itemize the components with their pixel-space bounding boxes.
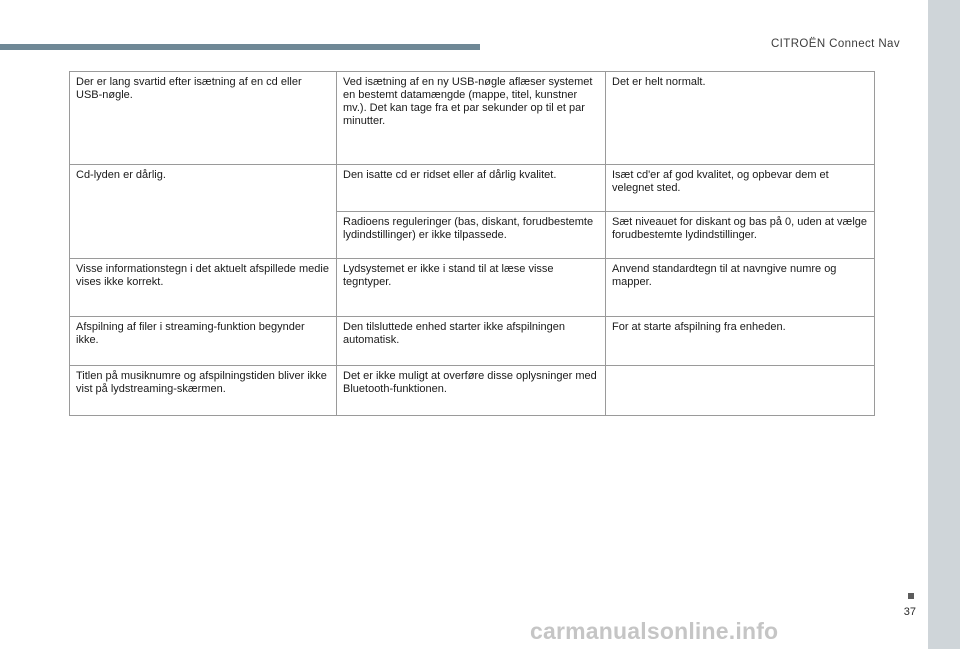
table-row (70, 366, 875, 416)
cause-cell: Den isatte cd er ridset eller af dårlig kvalitet. (337, 165, 606, 212)
side-strip (928, 0, 960, 649)
problem-cell: Cd-lyden er dårlig. (70, 165, 337, 259)
solution-cell: For at starte afspilning fra enheden. (606, 317, 875, 366)
solution-cell (606, 366, 875, 416)
page-number: 37 (903, 606, 916, 618)
page-header-title: CITROËN Connect Nav (770, 38, 900, 50)
cause-cell: Lydsystemet er ikke i stand til at læse visse tegntyper. (337, 259, 606, 317)
table-row (70, 317, 875, 366)
cause-cell: Den tilsluttede enhed starter ikke afspilningen automatisk. (337, 317, 606, 366)
solution-cell: Det er helt normalt. (606, 72, 875, 165)
solution-cell: Sæt niveauet for diskant og bas på 0, uden at vælge forudbestemte lydindstillinger. (606, 212, 875, 259)
watermark-text: carmanualsonline.info (530, 618, 779, 644)
cause-cell: Ved isætning af en ny USB-nøgle aflæser systemet en bestemt datamængde (mappe, titel, kunstner mv.). Det kan tage fra et par sekunder op til et par minutter. (337, 72, 606, 165)
header-rule (0, 44, 480, 50)
table-row (70, 259, 875, 317)
solution-cell: Isæt cd'er af god kvalitet, og opbevar dem et velegnet sted. (606, 165, 875, 212)
cause-cell: Det er ikke muligt at overføre disse oplysninger med Bluetooth-funktionen. (337, 366, 606, 416)
table-row (70, 72, 875, 165)
problem-cell: Titlen på musiknumre og afspilningstiden bliver ikke vist på lydstreaming-skærmen. (70, 366, 337, 416)
problem-cell: Der er lang svartid efter isætning af en cd eller USB-nøgle. (70, 72, 337, 165)
troubleshooting-table (69, 71, 875, 416)
cause-cell: Radioens reguleringer (bas, diskant, forudbestemte lydindstillinger) er ikke tilpassede. (337, 212, 606, 259)
page-marker-icon (908, 593, 914, 599)
solution-cell: Anvend standardtegn til at navngive numre og mapper. (606, 259, 875, 317)
problem-cell: Visse informationstegn i det aktuelt afspillede medie vises ikke korrekt. (70, 259, 337, 317)
problem-cell: Afspilning af filer i streaming-funktion begynder ikke. (70, 317, 337, 366)
table-row (70, 165, 875, 212)
